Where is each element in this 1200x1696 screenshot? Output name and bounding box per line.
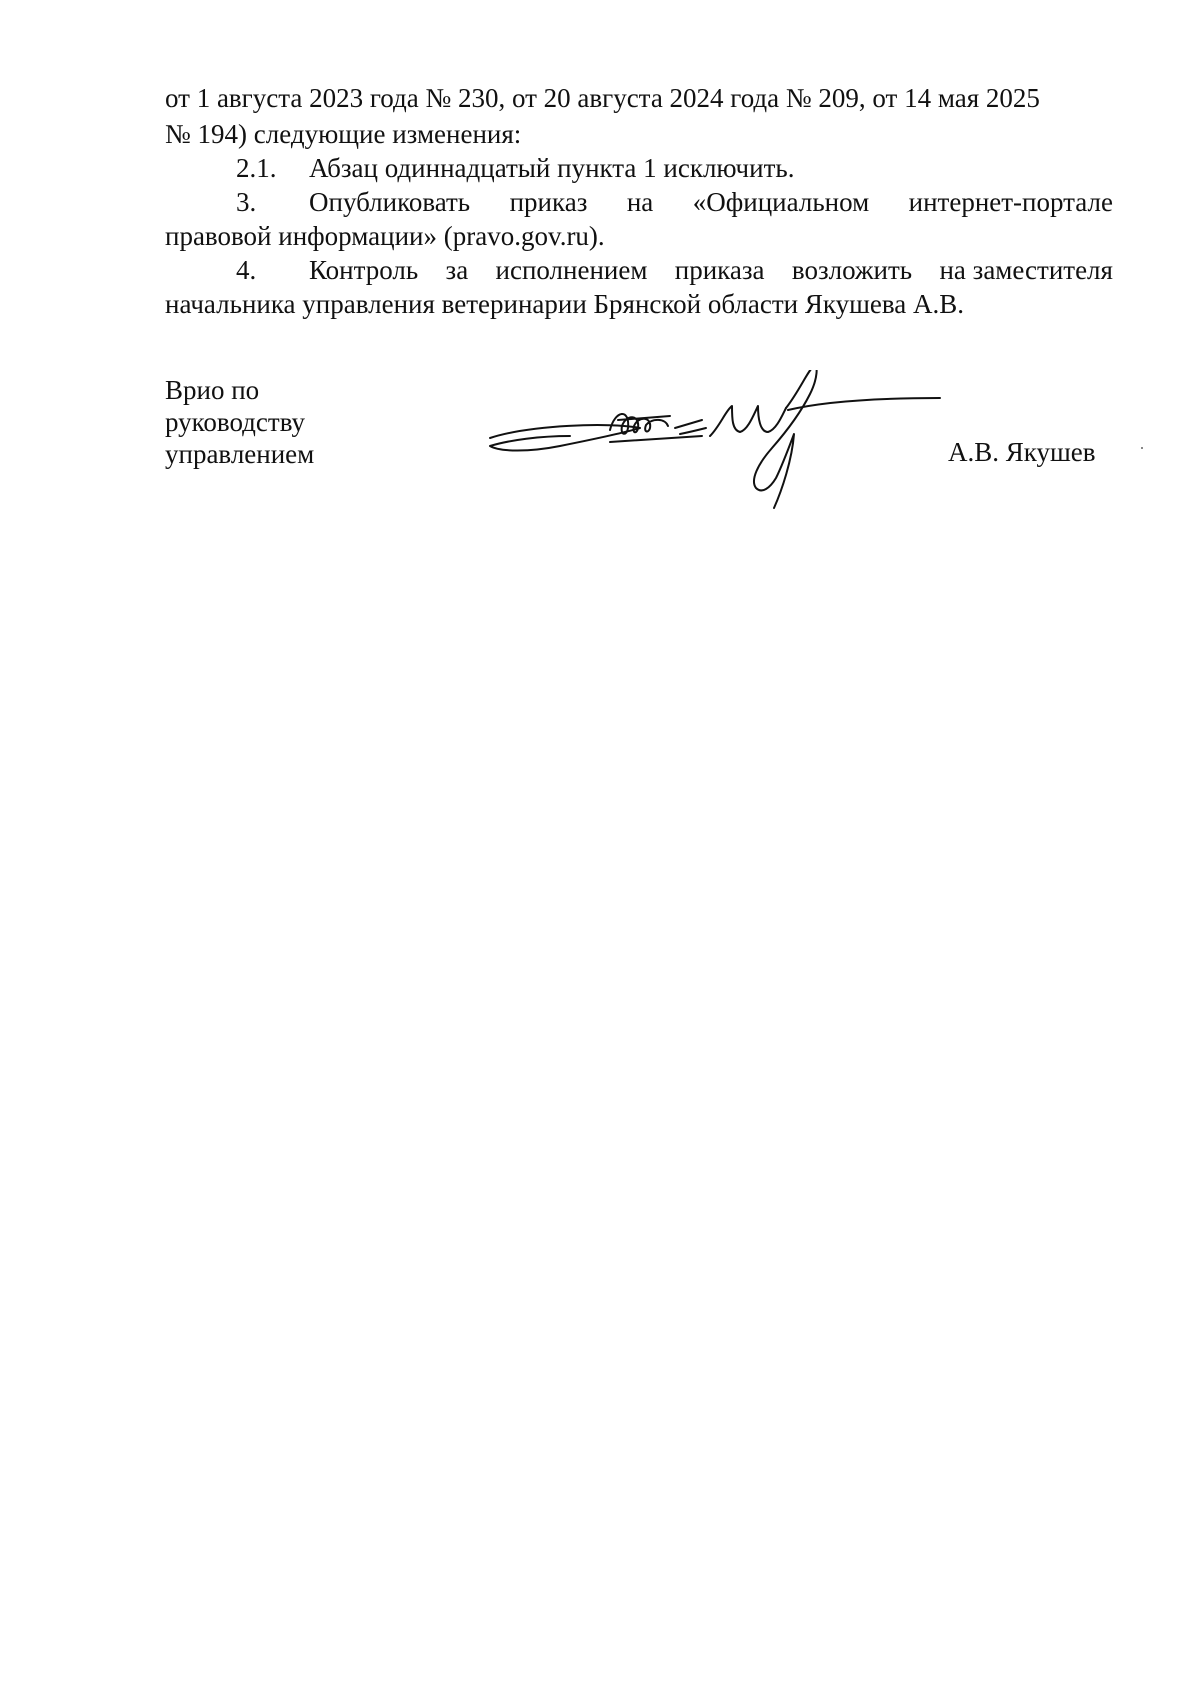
signer-name: А.В. Якушев (948, 437, 1096, 467)
item-3-word: «Официальном (692, 187, 870, 217)
item-3-word: Опубликовать (309, 187, 471, 217)
item-4-word: приказа (674, 255, 765, 285)
item-3-word: на (626, 187, 654, 217)
intro-line-1: от 1 августа 2023 года № 230, от 20 августа 2024 года № 209, от 14 мая 2025 (165, 83, 1040, 113)
signer-title-line-2: руководству (165, 407, 306, 437)
item-4-word: за (445, 255, 469, 285)
item-3-number: 3. (236, 187, 257, 217)
signer-title-line-3: управлением (165, 439, 315, 469)
signer-title-line-1: Врио по (165, 375, 260, 405)
item-4-word: возложить (791, 255, 913, 285)
handwritten-signature (470, 370, 990, 530)
scan-speck (1141, 447, 1143, 449)
item-4-word: Контроль (309, 255, 419, 285)
intro-line-2: № 194) следующие изменения: (165, 119, 522, 149)
item-2-1-number: 2.1. (236, 153, 277, 183)
item-3-line-2: правовой информации» (pravo.gov.ru). (165, 221, 605, 251)
item-4-number: 4. (236, 255, 257, 285)
item-3-word: интернет-портале (908, 187, 1113, 217)
item-3-line-1 (309, 184, 1113, 220)
item-2-1-text: Абзац одиннадцатый пункта 1 исключить. (309, 153, 795, 183)
item-3-word: приказ (509, 187, 588, 217)
item-4-line-2: начальника управления ветеринарии Брянской области Якушева А.В. (165, 289, 964, 319)
item-4-word: на заместителя (939, 255, 1113, 285)
item-4-line-1 (309, 252, 1113, 288)
item-4-word: исполнением (495, 255, 648, 285)
